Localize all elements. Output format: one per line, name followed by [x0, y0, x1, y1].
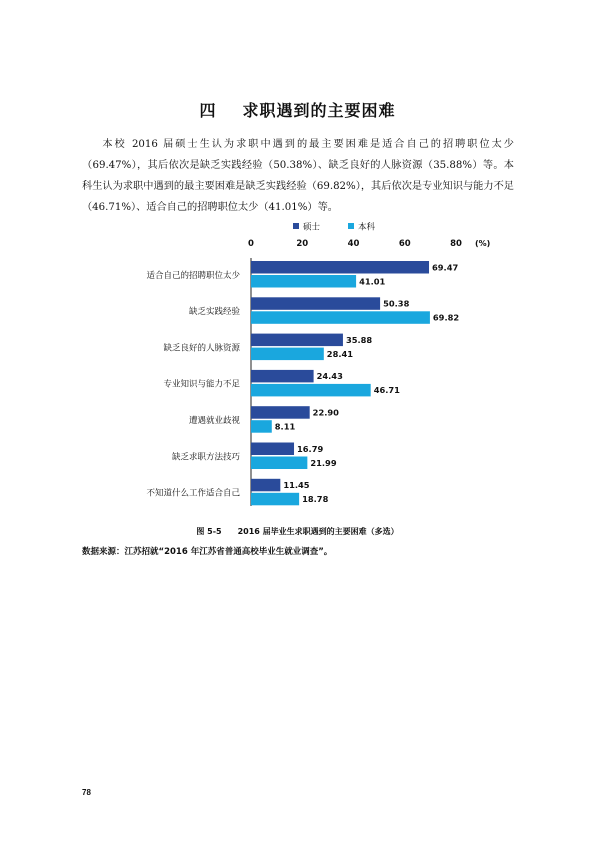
- category-label: 专业知识与能力不足: [163, 379, 240, 390]
- bar-chart-svg: [80, 212, 500, 522]
- page-number: 78: [82, 788, 91, 797]
- category-label: 缺乏求职方法技巧: [171, 452, 240, 463]
- body-paragraph: 本校 2016 届硕士生认为求职中遇到的最主要困难是适合自己的招聘职位太少（69.47%），其后依次是缺乏实践经验（50.38%）、缺乏良好的人脉资源（35.88%）等。本科生认为求职中遇到的最主要困难是缺乏实践经验（69.82%），其后依次是专业知识与能力不足（46.71%）、适合自己的招聘职位太少（41.01%）等。: [82, 139, 514, 213]
- data-label: 24.43: [316, 371, 343, 382]
- data-label: 22.90: [312, 407, 339, 418]
- figure-number: 图 5-5: [196, 527, 222, 536]
- data-label: 16.79: [297, 443, 324, 454]
- category-label: 遭遇就业歧视: [188, 415, 240, 426]
- tick-label: 60: [398, 239, 411, 249]
- unit-label: (%): [475, 239, 491, 248]
- bar-bachelor: [251, 420, 272, 433]
- category-label: 缺乏实践经验: [188, 307, 240, 318]
- data-label: 50.38: [383, 298, 410, 309]
- category-label: 缺乏良好的人脉资源: [163, 343, 240, 354]
- bar-bachelor: [251, 384, 371, 397]
- bar-master: [251, 334, 343, 347]
- bar-master: [251, 443, 294, 456]
- bar-bachelor: [251, 275, 356, 288]
- data-label: 21.99: [310, 457, 337, 468]
- bar-bachelor: [251, 311, 430, 324]
- bar-master: [251, 479, 280, 492]
- data-label: 41.01: [359, 276, 386, 287]
- data-label: 11.45: [283, 480, 310, 491]
- tick-label: 20: [296, 239, 309, 249]
- data-label: 69.82: [432, 312, 460, 323]
- bar-master: [251, 370, 314, 383]
- bar-bachelor: [251, 348, 324, 361]
- data-label: 28.41: [326, 348, 354, 359]
- data-label: 46.71: [373, 385, 400, 396]
- data-label: 18.78: [302, 494, 329, 505]
- tick-label: 40: [347, 239, 360, 249]
- bar-master: [251, 297, 380, 310]
- legend-swatch-0: [293, 223, 299, 229]
- bar-master: [251, 406, 310, 419]
- bar-bachelor: [251, 493, 299, 506]
- category-label: 不知道什么工作适合自己: [146, 488, 240, 499]
- legend-label-1: 本科: [358, 222, 376, 233]
- bar-chart: [80, 212, 500, 526]
- tick-label: 0: [248, 239, 254, 249]
- legend-swatch-1: [348, 223, 354, 229]
- legend-label-0: 硕士: [303, 222, 321, 233]
- tick-label: 80: [450, 239, 462, 249]
- section-title: 求职遇到的主要困难: [242, 101, 396, 120]
- data-label: 69.47: [432, 262, 459, 273]
- data-source: 数据来源：江苏招就“2016 年江苏省普通高校毕业生就业调查”。: [82, 547, 333, 557]
- section-number: 四: [199, 101, 217, 120]
- data-label: 8.11: [274, 421, 296, 432]
- figure-title: 2016 届毕业生求职遇到的主要困难（多选）: [237, 527, 399, 536]
- data-label: 35.88: [345, 334, 373, 345]
- bar-master: [251, 261, 429, 274]
- category-label: 适合自己的招聘职位太少: [146, 270, 240, 281]
- section-heading: [0, 98, 595, 121]
- figure-caption: [0, 526, 595, 537]
- bar-bachelor: [251, 457, 307, 470]
